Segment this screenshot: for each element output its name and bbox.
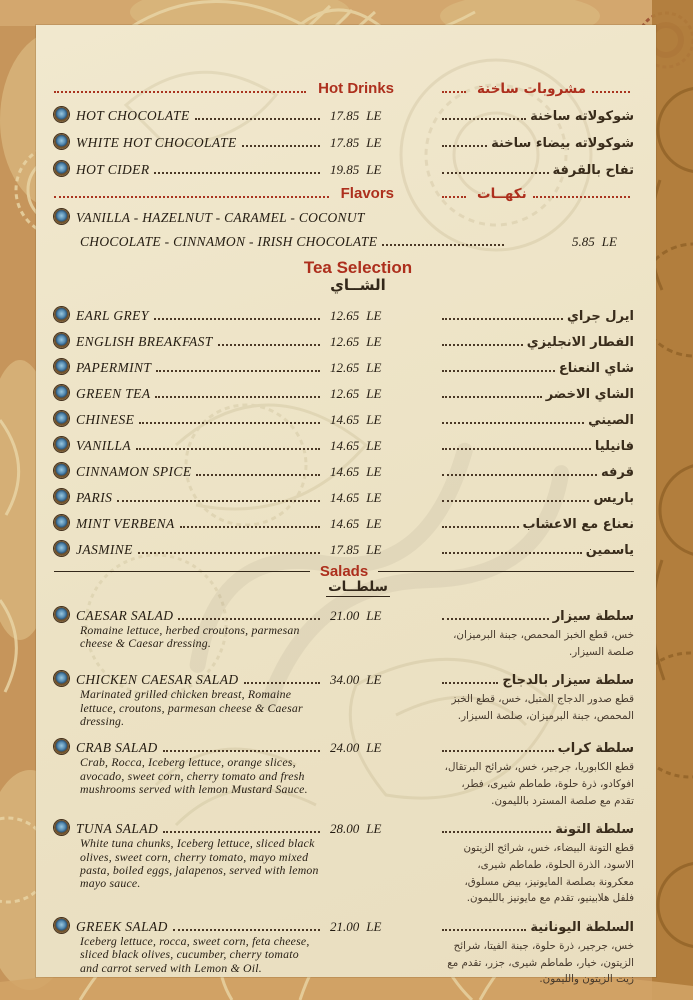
item-ar-column: [442, 920, 634, 935]
item-ar-column: [442, 439, 634, 454]
brand-badge-icon: [54, 671, 69, 686]
salad-en-column: [54, 668, 394, 728]
brand-badge-icon: [54, 541, 69, 556]
price-currency: LE: [366, 464, 382, 479]
menu-item-row: [54, 506, 634, 532]
item-name-ar: شوكولاته بيضاء ساخنة: [491, 136, 634, 151]
price-value: 17.85: [330, 135, 360, 150]
salad-description-ar: قطع صدور الدجاج المتبل، خس، قطع الخبز المحمص، جبنة البرميزان، صلصة السيزار.: [451, 693, 634, 723]
price-value: 14.65: [330, 516, 360, 531]
hot-drinks-header-ar: [442, 81, 634, 97]
item-ar-column: [442, 673, 634, 688]
brand-badge-icon: [54, 918, 69, 933]
item-ar-column: [442, 491, 634, 506]
dotted-leader: [442, 118, 526, 120]
item-ar-column: [442, 335, 634, 350]
price-value: 24.00: [330, 740, 360, 756]
price-value: 14.65: [330, 490, 360, 505]
item-price: [324, 464, 394, 480]
item-en-column: [54, 107, 394, 124]
hot-drinks-title-en: Hot Drinks: [318, 80, 394, 97]
price-value: 21.00: [330, 919, 360, 935]
dotted-leader: [54, 91, 306, 93]
dotted-leader: [196, 474, 320, 476]
brand-badge-icon: [54, 134, 69, 149]
brand-badge-icon: [54, 437, 69, 452]
dotted-leader: [442, 344, 523, 346]
item-ar-column: [442, 109, 634, 124]
brand-badge-icon: [54, 463, 69, 478]
brand-badge-icon: [54, 333, 69, 348]
salad-entry: [54, 817, 634, 907]
price-currency: LE: [366, 360, 382, 375]
brand-badge-icon: [54, 359, 69, 374]
dotted-leader: [442, 474, 597, 476]
price-value: 12.65: [330, 360, 360, 375]
item-name-en: HOT CHOCOLATE: [76, 108, 190, 123]
dotted-leader: [442, 448, 591, 450]
item-name-en: EARL GREY: [76, 308, 149, 323]
item-ar-column: [442, 136, 634, 151]
item-en-column: [54, 411, 394, 428]
salad-description-en: Marinated grilled chicken breast, Romaine lettuce, croutons, parmesan cheese & Caesar dressing.: [80, 687, 303, 728]
item-ar-column: [442, 309, 634, 324]
dotted-leader: [163, 831, 320, 833]
dotted-leader: [195, 118, 320, 120]
item-name-en: HOT CIDER: [76, 162, 150, 177]
item-price: [324, 412, 394, 428]
price-currency: LE: [366, 608, 382, 623]
item-name-ar: الفطار الانجليزي: [526, 335, 634, 350]
dotted-leader: [163, 750, 320, 752]
dotted-leader: [173, 929, 320, 931]
salad-title-row-en: [54, 915, 394, 935]
item-en-column: [54, 437, 394, 454]
dotted-leader: [442, 682, 498, 684]
dotted-leader: [242, 145, 320, 147]
item-price: [324, 740, 394, 756]
item-ar-column: [442, 387, 634, 402]
item-name-en: VANILLA: [76, 438, 132, 453]
item-price: [324, 360, 394, 376]
item-en-column: [54, 671, 394, 688]
item-en-column: [54, 134, 394, 151]
item-ar-column: [442, 822, 634, 837]
salads-title-en: Salads: [319, 562, 369, 580]
item-ar-column: [442, 465, 634, 480]
price-currency: LE: [366, 672, 382, 688]
item-price: [324, 919, 394, 935]
menu-item-row: [54, 124, 634, 151]
dotted-leader: [54, 196, 329, 198]
dotted-leader: [442, 318, 563, 320]
item-name-en: WHITE HOT CHOCOLATE: [76, 135, 237, 150]
price-currency: LE: [366, 135, 382, 150]
salads-divider: [54, 564, 634, 578]
item-name-en: TUNA SALAD: [76, 821, 159, 837]
dotted-leader: [244, 682, 321, 684]
salad-ar-column: [442, 736, 634, 809]
price-currency: LE: [366, 919, 382, 935]
item-name-ar: السلطة اليونانية: [530, 920, 634, 936]
dotted-leader: [442, 422, 584, 424]
flavors-price: [508, 234, 634, 250]
item-ar-column: [442, 413, 634, 428]
brand-badge-icon: [54, 820, 69, 835]
dotted-leader: [139, 422, 320, 424]
dotted-leader: [442, 172, 549, 174]
dotted-leader: [442, 750, 554, 752]
dotted-leader: [442, 526, 519, 528]
dotted-leader: [382, 244, 504, 246]
item-price: [324, 438, 394, 454]
menu-item-row: [54, 324, 634, 350]
brand-badge-icon: [54, 385, 69, 400]
item-name-en: GREEK SALAD: [76, 919, 168, 935]
salad-description-ar: خس، قطع الخبز المحمص، جبنة البرميزان، صلصة السيزار.: [453, 629, 634, 658]
tea-title-ar: الشــاي: [330, 276, 386, 294]
item-en-column: [54, 489, 394, 506]
price-currency: LE: [366, 308, 382, 323]
brand-badge-icon: [54, 161, 69, 176]
salads-title-ar: سلطــات: [328, 579, 388, 595]
item-name-ar: ياسمين: [585, 543, 634, 558]
item-price: [324, 386, 394, 402]
item-price: [324, 334, 394, 350]
price-currency: LE: [601, 234, 617, 249]
item-price: [324, 135, 394, 151]
salad-title-row-en: [54, 817, 394, 837]
tea-title-en: Tea Selection: [303, 258, 413, 277]
item-price: [324, 516, 394, 532]
dotted-leader: [442, 370, 555, 372]
price-currency: LE: [366, 334, 382, 349]
salad-title-row-ar: [442, 668, 634, 688]
item-name-en: CHINESE: [76, 412, 135, 427]
price-value: 17.85: [330, 108, 360, 123]
item-en-column: [54, 385, 394, 402]
item-name-ar: الشاي الاخضر: [545, 387, 634, 402]
salad-description-en: Iceberg lettuce, rocca, sweet corn, feta cheese, sliced black olives, cucumber, cherry tomato and carrot served with Lemon & Oil.: [80, 934, 310, 975]
dotted-leader: [180, 526, 320, 528]
item-name-ar: سلطة سيزار بالدجاج: [502, 673, 634, 689]
salad-en-column: [54, 604, 394, 651]
item-en-column: [54, 307, 394, 324]
item-name-ar: قرفه: [601, 465, 634, 480]
dotted-leader: [138, 552, 320, 554]
salad-ar-column: [442, 668, 634, 724]
flavors-line-1: [54, 202, 634, 226]
item-name-en: JASMINE: [76, 542, 133, 557]
menu-item-row: [54, 298, 634, 324]
salad-ar-column: [442, 915, 634, 988]
price-value: 14.65: [330, 438, 360, 453]
item-name-ar: فانيليا: [594, 439, 634, 454]
dotted-leader: [117, 500, 320, 502]
price-value: 28.00: [330, 821, 360, 837]
item-ar-column: [442, 517, 634, 532]
salad-description-ar: خس، جرجير، ذرة حلوة، جبنة الفيتا، شرائح الزيتون، خيار، طماطم شيرى، جزر، تقدم مع زيت الزيتون والليمون.: [447, 940, 634, 986]
item-name-en: CAESAR SALAD: [76, 608, 174, 623]
salad-entry: [54, 604, 634, 660]
price-value: 19.85: [330, 162, 360, 177]
salad-description-en: Crab, Rocca, Iceberg lettuce, orange slices, avocado, sweet corn, cherry tomato and fresh mushrooms served with lemon Mustard Sauce.: [80, 755, 308, 796]
salad-title-row-en: [54, 668, 394, 688]
dotted-leader: [154, 172, 320, 174]
salad-description-ar: قطع التونة البيضاء، خس، شرائح الزيتون الاسود، الذرة الحلوة، طماطم شيرى، معكرونة بصلصة المايونيز، بيض مسلوق، فلفل هلابينيو، تقدم مع مايونيز بالليمون.: [463, 842, 634, 905]
dotted-leader: [178, 618, 320, 620]
salad-title-row-ar: [442, 604, 634, 624]
tea-items: [54, 298, 634, 558]
dotted-leader: [154, 318, 320, 320]
item-ar-column: [442, 609, 634, 624]
salad-description-en: White tuna chunks, Iceberg lettuce, sliced black olives, sweet corn, cherry tomato, mayo mixed pasta, boiled eggs, jalapenos, served with lemon mayo sauce.: [80, 836, 319, 891]
item-price: [324, 672, 394, 688]
price-currency: LE: [366, 490, 382, 505]
dotted-leader: [442, 396, 542, 398]
item-en-column: [54, 463, 394, 480]
item-price: [324, 308, 394, 324]
dotted-leader: [442, 929, 526, 931]
dotted-leader: [442, 145, 487, 147]
item-en-column: [54, 607, 394, 624]
brand-badge-icon: [54, 209, 69, 224]
price-currency: LE: [366, 108, 382, 123]
item-en-column: [54, 161, 394, 178]
item-price: [324, 542, 394, 558]
dotted-leader: [155, 396, 320, 398]
item-en-column: [54, 820, 394, 837]
menu-sheet: [36, 25, 656, 986]
item-name-ar: تفاح بالقرفة: [552, 163, 634, 178]
salads-title-ar-wrap: [68, 578, 648, 596]
flavors-title-ar: نكهــات: [477, 186, 527, 202]
flavors-title-en: Flavors: [340, 185, 394, 202]
price-value: 14.65: [330, 464, 360, 479]
dotted-leader: [136, 448, 320, 450]
item-en-column: [54, 739, 394, 756]
item-price: [324, 108, 394, 124]
price-currency: LE: [366, 412, 382, 427]
menu-item-row: [54, 376, 634, 402]
dotted-leader: [442, 831, 551, 833]
flavors-header-en: [54, 185, 394, 202]
item-name-ar: سلطة سيزار: [552, 609, 634, 624]
salad-description-en: Romaine lettuce, herbed croutons, parmesan cheese & Caesar dressing.: [80, 623, 300, 651]
price-currency: LE: [366, 386, 382, 401]
salad-items: [54, 604, 634, 988]
dotted-leader: [442, 552, 582, 554]
menu-item-row: [54, 428, 634, 454]
divider-line: [54, 571, 310, 572]
price-value: 17.85: [330, 542, 360, 557]
brand-badge-icon: [54, 411, 69, 426]
menu-item-row: [54, 454, 634, 480]
item-name-ar: ايرل جراي: [566, 309, 634, 324]
dotted-leader: [218, 344, 320, 346]
item-ar-column: [442, 741, 634, 756]
salad-en-column: [54, 915, 394, 975]
price-value: 5.85: [572, 234, 595, 249]
dotted-leader: [442, 91, 466, 93]
item-name-en: CHICKEN CAESAR SALAD: [76, 672, 239, 688]
flavors-line-2: [54, 226, 634, 250]
item-name-en: CINNAMON SPICE: [76, 464, 192, 479]
hot-drinks-header-en: [54, 80, 394, 97]
item-price: [324, 608, 394, 624]
item-name-en: GREEN TEA: [76, 386, 151, 401]
menu-item-row: [54, 350, 634, 376]
salad-entry: [54, 736, 634, 809]
price-currency: LE: [366, 516, 382, 531]
item-name-en: MINT VERBENA: [76, 516, 175, 531]
item-name-ar: شوكولاته ساخنة: [530, 109, 634, 124]
flavors-text-1: VANILLA - HAZELNUT - CARAMEL - COCONUT: [76, 210, 365, 225]
item-ar-column: [442, 361, 634, 376]
flavors-header-ar: [442, 186, 634, 202]
item-name-ar: نعناع مع الاعشاب: [522, 517, 634, 532]
item-name-ar: سلطة كراب: [557, 741, 634, 757]
price-currency: LE: [366, 162, 382, 177]
salad-title-row-en: [54, 736, 394, 756]
price-value: 34.00: [330, 672, 360, 688]
dotted-leader: [442, 500, 589, 502]
salad-en-column: [54, 736, 394, 796]
salad-description-ar: قطع الكابوريا، جرجير، خس، شرائح البرتقال، افوكادو، ذرة حلوة، طماطم شيرى، فطر، تقدم مع صلصة المسترد بالليمون.: [444, 761, 634, 807]
salad-title-row-ar: [442, 817, 634, 837]
salad-title-row-ar: [442, 915, 634, 935]
menu-item-row: [54, 151, 634, 178]
brand-badge-icon: [54, 107, 69, 122]
price-currency: LE: [366, 821, 382, 837]
salad-entry: [54, 915, 634, 988]
item-name-en: PARIS: [76, 490, 113, 505]
item-name-ar: الصيني: [588, 413, 634, 428]
salad-title-row-en: [54, 604, 394, 624]
item-price: [324, 821, 394, 837]
price-value: 14.65: [330, 412, 360, 427]
item-en-column: [54, 515, 394, 532]
price-currency: LE: [366, 740, 382, 756]
item-en-column: [54, 359, 394, 376]
dotted-leader: [533, 196, 630, 198]
dotted-leader: [156, 370, 320, 372]
salad-en-column: [54, 817, 394, 890]
menu-item-row: [54, 402, 634, 428]
item-name-ar: سلطة التونة: [555, 822, 634, 838]
price-currency: LE: [366, 542, 382, 557]
price-value: 12.65: [330, 386, 360, 401]
salad-entry: [54, 668, 634, 728]
menu-item-row: [54, 480, 634, 506]
item-name-en: ENGLISH BREAKFAST: [76, 334, 213, 349]
flavors-text-2: CHOCOLATE - CINNAMON - IRISH CHOCOLATE: [80, 234, 378, 249]
brand-badge-icon: [54, 739, 69, 754]
item-ar-column: [442, 163, 634, 178]
item-en-column: [54, 918, 394, 935]
salad-title-row-ar: [442, 736, 634, 756]
brand-badge-icon: [54, 607, 69, 622]
item-name-ar: شاي النعناع: [558, 361, 634, 376]
brand-badge-icon: [54, 489, 69, 504]
dotted-leader: [442, 196, 466, 198]
dotted-leader: [442, 618, 549, 620]
menu-item-row: [54, 97, 634, 124]
salad-ar-column: [442, 604, 634, 660]
item-en-column: [54, 333, 394, 350]
price-currency: LE: [366, 438, 382, 453]
item-name-en: CRAB SALAD: [76, 740, 158, 756]
item-price: [324, 490, 394, 506]
price-value: 12.65: [330, 334, 360, 349]
item-price: [324, 162, 394, 178]
hot-drinks-items: [54, 97, 634, 178]
price-value: 21.00: [330, 608, 360, 623]
brand-badge-icon: [54, 515, 69, 530]
dotted-leader: [592, 91, 630, 93]
item-name-ar: باريس: [593, 491, 634, 506]
item-name-en: PAPERMINT: [76, 360, 152, 375]
hot-drinks-title-ar: مشروبات ساخنة: [477, 81, 587, 97]
price-value: 12.65: [330, 308, 360, 323]
menu-item-row: [54, 532, 634, 558]
hot-drinks-header: [54, 77, 634, 97]
item-en-column: [54, 541, 394, 558]
item-ar-column: [442, 543, 634, 558]
brand-badge-icon: [54, 307, 69, 322]
salad-ar-column: [442, 817, 634, 907]
divider-line: [378, 571, 634, 572]
flavors-header: [54, 182, 634, 202]
tea-section-header: [68, 258, 648, 294]
